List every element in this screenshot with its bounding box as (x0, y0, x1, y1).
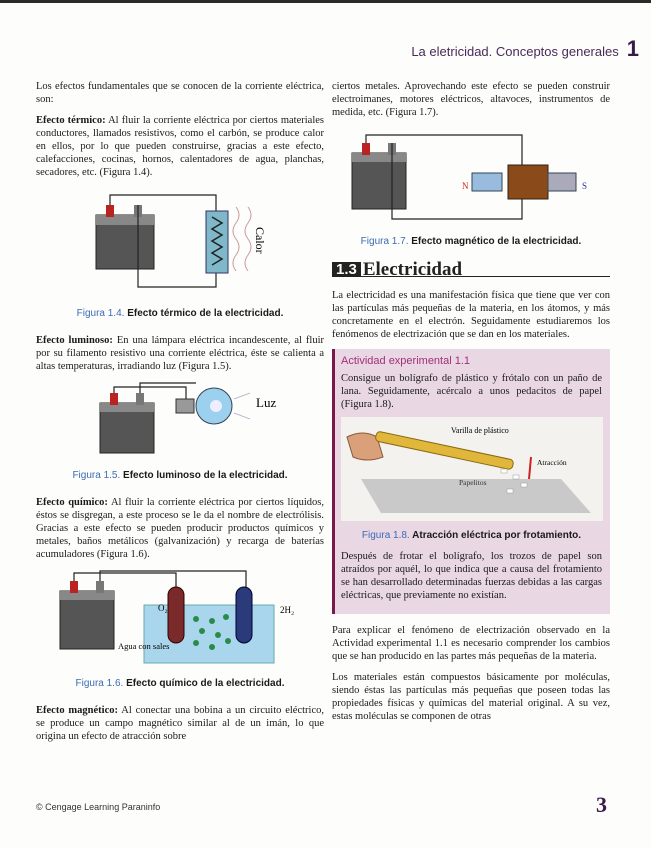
fig16-caption: Figura 1.6. Efecto químico de la electricidad. (75, 678, 285, 689)
electricidad-paragraph: La electricidad es una manifestación física que tiene que ver con las partículas más pequeñas de la materia, en los átomos, y más concretamente en el electrón. Seguidamente estudiaremos los fenómenos de electrización que se dan en los materiales. (332, 290, 610, 340)
copyright-footer: © Cengage Learning Paraninfo (36, 802, 161, 812)
fig17-s-label: S (582, 181, 588, 191)
activity-title: Actividad experimental 1.1 (341, 355, 471, 367)
luminous-effect-illustration (36, 381, 324, 461)
magnetic-effect-illustration (332, 127, 610, 227)
fig18-caption: Figura 1.8. Atracción eléctrica por frotamiento. (361, 530, 582, 541)
section-number: 1.3 (332, 262, 361, 277)
section-heading (332, 258, 610, 280)
figure-1-4 (36, 187, 324, 320)
section-name: Electricidad (361, 263, 610, 277)
rubbing-attraction-illustration (341, 417, 603, 521)
magnetico-paragraph (36, 704, 324, 743)
chemical-effect-illustration (36, 569, 324, 669)
explain-paragraph: Para explicar el fenómeno de electrización observado en la Actividad experimental 1.1 es necesario comprender los cambios que se han producido en las partes más pequeñas de la materia. (332, 625, 610, 662)
quimico-paragraph (36, 496, 324, 561)
header-title: La eletricidad. Conceptos generales (411, 44, 619, 59)
luminoso-term: Efecto luminoso: (36, 335, 113, 346)
activity-instructions: Consigue un bolígrafo de plástico y frótalo con un paño de lana. Seguidamente, acércalo a unos pedacitos de papel (Figura 1.8). (341, 373, 602, 410)
fig14-heat-label: Calor (253, 227, 267, 254)
fig16-o2-label: O₂ (158, 603, 168, 613)
luminoso-paragraph (36, 334, 324, 373)
right-column (332, 80, 610, 731)
termico-term: Efecto térmico: (36, 115, 106, 126)
luminoso-text: En una lámpara eléctrica incandescente, al fluir por su filamento resistivo una corriente eléctrica, éste se calienta a altas temperaturas, irradiando luz (Figura 1.5). (36, 335, 324, 372)
continued-paragraph: ciertos metales. Aprovechando este efecto se pueden construir electroimanes, motores eléctricos, altavoces, instrumentos de medida, etc. (Figura 1.7). (332, 81, 610, 118)
activity-note: Después de frotar el bolígrafo, los trozos de papel son atraídos por aquél, lo que indica que a causa del frotamiento se han desarrollado determinadas fuerzas debidas a las cargas eléctricas, que previamente no existían. (341, 551, 602, 601)
fig17-n-label: N (462, 181, 469, 191)
fig16-h2-label: 2H₂ (280, 605, 295, 615)
quimico-term: Efecto químico: (36, 497, 108, 508)
figure-1-7 (332, 127, 610, 248)
magnetico-term: Efecto magnético: (36, 705, 118, 716)
termico-paragraph (36, 114, 324, 179)
activity-box (332, 349, 610, 614)
fig18-attraction-label: Atracción (537, 458, 567, 467)
figure-1-6 (36, 569, 324, 690)
fig18-rod-label: Varilla de plástico (451, 426, 509, 435)
thermal-effect-illustration (36, 187, 324, 299)
running-header (411, 36, 639, 62)
fig15-caption: Figura 1.5. Efecto luminoso de la electricidad. (72, 470, 288, 481)
fig15-light-label: Luz (256, 395, 277, 410)
fig17-caption: Figura 1.7. Efecto magnético de la electricidad. (360, 236, 582, 247)
fig16-water-label: Agua con sales (118, 641, 170, 651)
fig14-caption: Figura 1.4. Efecto térmico de la electricidad. (76, 308, 284, 319)
intro-paragraph: Los efectos fundamentales que se conocen de la corriente eléctrica, son: (36, 81, 324, 105)
magnetico-text: Al conectar una bobina a un circuito eléctrico, se produce un campo magnético similar al de un imán, lo que origina un efecto de atracción sobre (36, 705, 324, 742)
page-number: 3 (596, 792, 607, 817)
figure-1-5 (36, 381, 324, 482)
fig18-paper-label: Papelitos (459, 478, 487, 487)
quimico-text: Al fluir la corriente eléctrica por ciertos líquidos, éstos se disgregan, a este proceso se le da el nombre de electrólisis. Gracias a este efecto se pueden producir productos químicos y metales, baños metálicos (galvanización) y recarga de baterías acumuladores (Figura 1.6). (36, 497, 324, 560)
termico-text: Al fluir la corriente eléctrica por ciertos materiales conductores, llamados resistivos, como el carbón, se produce calor en ellos, por lo que pueden construirse, gracias a este efecto, calefacciones, cocinas, hornos, calentadores de agua, planchas, secadores, etc. (Figura 1.4). (36, 115, 324, 178)
chapter-number: 1 (626, 36, 639, 61)
top-rule (0, 0, 651, 3)
left-column (36, 80, 324, 751)
materials-paragraph: Los materiales están compuestos básicamente por moléculas, siendo éstas las partículas más pequeñas que poseen todas las propiedades físicas y químicas del material original. A su vez, estas moléculas se componen de otras (332, 672, 610, 722)
